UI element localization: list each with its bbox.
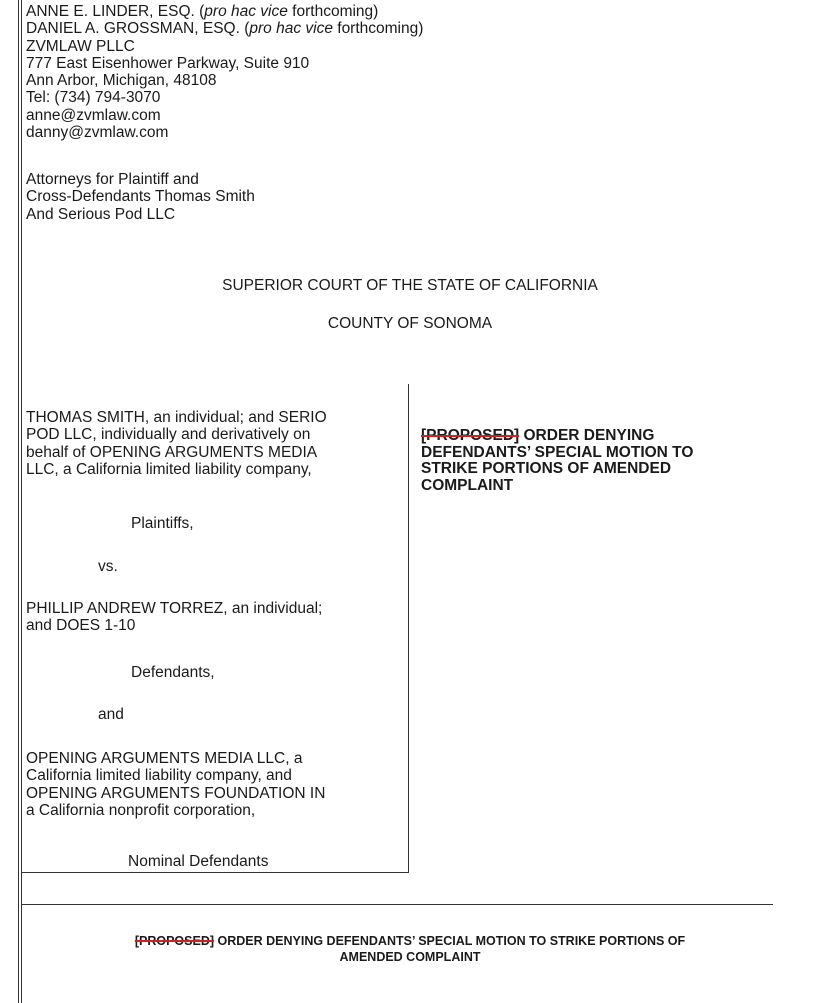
nominal-line-4: a California nonprofit corporation, <box>26 801 256 819</box>
footer-title-line-1: [PROPOSED] ORDER DENYING DEFENDANTS’ SPECIAL MOTION TO STRIKE PORTIONS OF <box>134 934 686 948</box>
caption-plaintiffs <box>26 409 327 478</box>
firm-address-street: 777 East Eisenhower Parkway, Suite 910 <box>26 54 310 72</box>
court-county: COUNTY OF SONOMA <box>327 315 493 332</box>
attorney-line-2: DANIEL A. GROSSMAN, ESQ. (pro hac vice forthcoming) <box>26 20 424 38</box>
left-margin-rule-inner <box>21 0 22 1003</box>
attorneys-for-block <box>26 171 255 223</box>
email-danny: danny@zvmlaw.com <box>26 124 169 142</box>
plaintiffs-line-4: LLC, a California limited liability company, <box>26 460 312 478</box>
nominal-line-2: California limited liability company, and <box>26 767 292 785</box>
plaintiffs-label: Plaintiffs, <box>131 515 194 532</box>
vs-label: vs. <box>98 558 118 575</box>
caption-defendants <box>26 600 322 635</box>
and-label: and <box>98 706 124 723</box>
document-title-line-1: [PROPOSED] ORDER DENYING <box>421 427 655 444</box>
attorneys-for-line-2: Cross-Defendants Thomas Smith <box>26 188 255 206</box>
caption-bottom-rule <box>22 872 409 873</box>
plaintiffs-line-3: behalf of OPENING ARGUMENTS MEDIA <box>26 443 318 461</box>
nominal-line-1: OPENING ARGUMENTS MEDIA LLC, a <box>26 750 303 767</box>
firm-address-city: Ann Arbor, Michigan, 48108 <box>26 72 217 90</box>
firm-name: ZVMLAW PLLC <box>26 37 135 55</box>
firm-phone: Tel: (734) 794-3070 <box>26 89 161 107</box>
left-margin-rule-outer <box>18 0 19 1003</box>
document-title-line-2: DEFENDANTS’ SPECIAL MOTION TO <box>421 443 694 461</box>
document-title-line-3: STRIKE PORTIONS OF AMENDED <box>421 460 672 477</box>
email-anne: anne@zvmlaw.com <box>26 106 161 124</box>
defendants-line-2: and DOES 1-10 <box>26 617 136 635</box>
defendants-label: Defendants, <box>131 664 215 681</box>
court-name: SUPERIOR COURT OF THE STATE OF CALIFORNIA <box>222 277 598 294</box>
attorneys-for-line-3: And Serious Pod LLC <box>26 205 176 223</box>
nominal-line-3: OPENING ARGUMENTS FOUNDATION IN <box>26 784 326 802</box>
attorneys-for-line-1: Attorneys for Plaintiff and <box>26 171 199 188</box>
attorney-line-1: ANNE E. LINDER, ESQ. (pro hac vice forthcoming) <box>26 3 379 20</box>
plaintiffs-line-1: THOMAS SMITH, an individual; and SERIO <box>26 409 327 426</box>
footer-rule <box>22 904 773 905</box>
document-title-line-4: COMPLAINT <box>421 476 514 494</box>
footer-proposed-struck-text: [PROPOSED] <box>134 934 215 948</box>
proposed-struck-text: [PROPOSED] <box>421 427 520 444</box>
footer-title-line-2: AMENDED COMPLAINT <box>339 949 481 964</box>
caption-divider <box>408 384 409 872</box>
defendants-line-1: PHILLIP ANDREW TORREZ, an individual; <box>26 600 323 617</box>
caption-nominal-defendants <box>26 750 325 819</box>
attorney-block <box>26 3 423 141</box>
nominal-defendants-label: Nominal Defendants <box>128 853 269 870</box>
plaintiffs-line-2: POD LLC, individually and derivatively on <box>26 426 311 444</box>
document-title <box>421 428 693 494</box>
footer-title <box>40 934 780 965</box>
